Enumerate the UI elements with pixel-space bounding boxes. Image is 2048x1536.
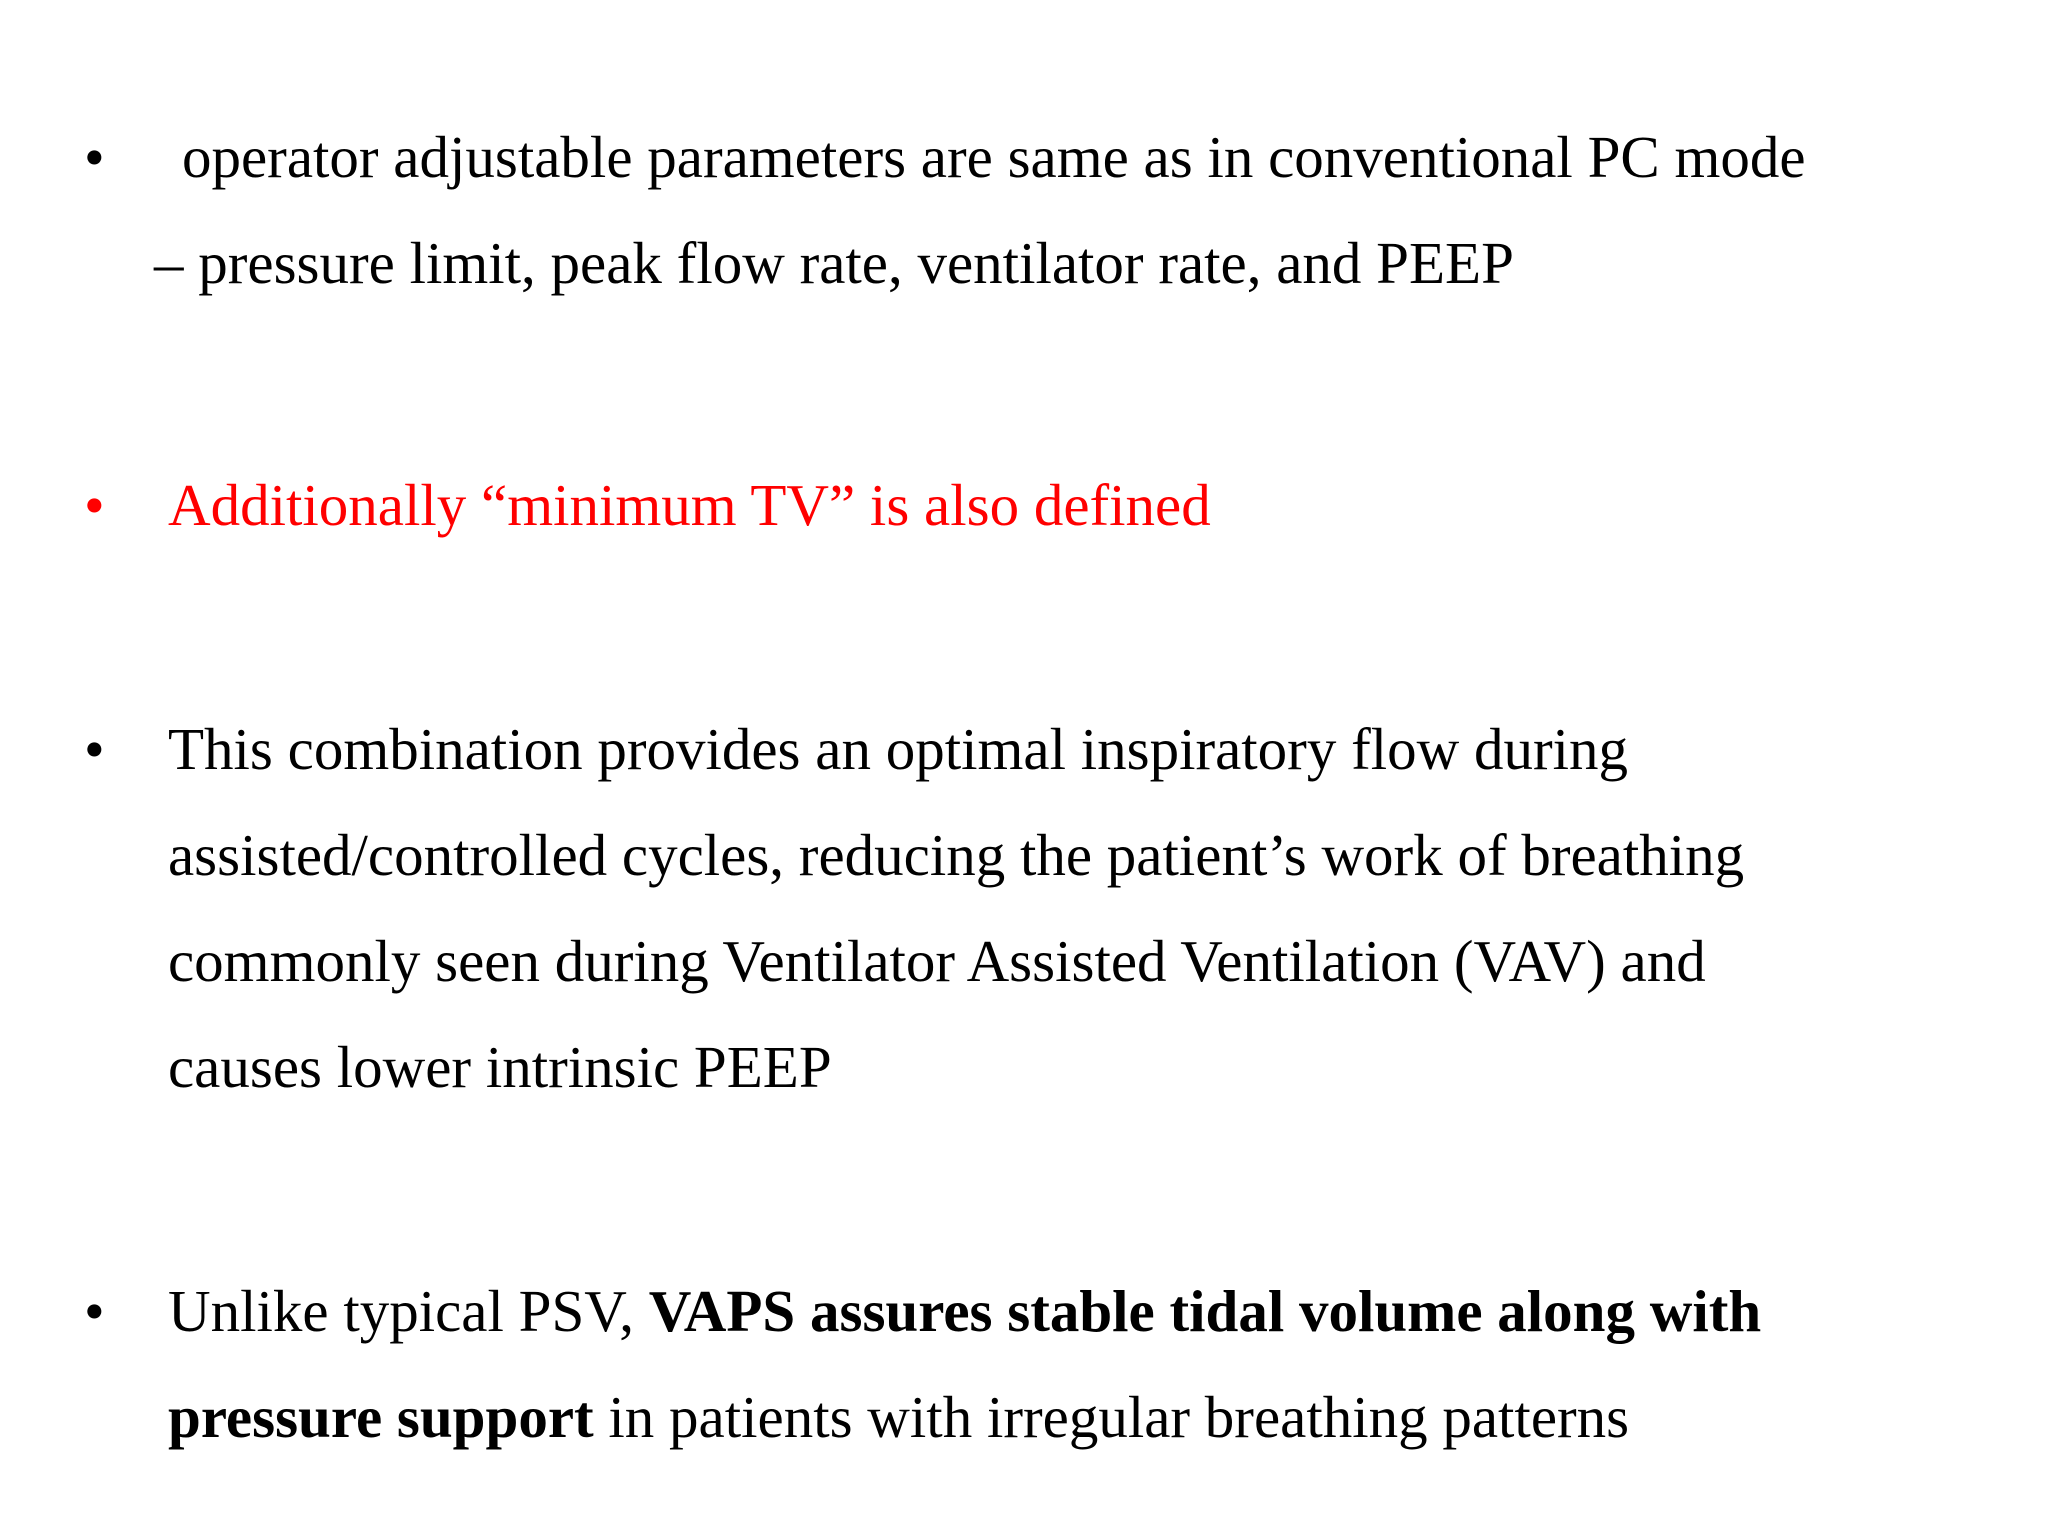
bullet-item-combination	[84, 696, 1964, 1120]
bullet-item-parameters	[84, 104, 1964, 316]
bullet-text-emphasis: pressure support	[168, 1384, 594, 1450]
bullet-text-intro: Unlike typical PSV,	[168, 1278, 649, 1344]
bullet-line: causes lower intrinsic PEEP	[168, 1034, 832, 1100]
bullet-text	[168, 696, 1964, 1120]
bullet-line: – pressure limit, peak flow rate, ventilator rate, and PEEP	[154, 230, 1514, 296]
bullet-line: commonly seen during Ventilator Assisted Ventilation (VAV) and	[168, 928, 1706, 994]
bullet-item-minimum-tv	[84, 452, 1964, 558]
bullet-line: Additionally “minimum TV” is also defined	[168, 472, 1211, 538]
bullet-line: operator adjustable parameters are same as in conventional PC mode	[182, 124, 1806, 190]
bullet-text	[168, 452, 1964, 558]
bullet-line	[168, 1258, 1964, 1364]
bullet-item-vaps	[84, 1258, 1964, 1470]
bullet-marker: •	[84, 124, 105, 190]
bullet-line: This combination provides an optimal inspiratory flow during	[168, 716, 1629, 782]
bullet-text	[154, 104, 1964, 316]
bullet-marker: •	[84, 716, 105, 782]
bullet-text-rest: in patients with irregular breathing patterns	[593, 1384, 1630, 1450]
bullet-line: assisted/controlled cycles, reducing the patient’s work of breathing	[168, 822, 1745, 888]
bullet-marker: •	[84, 472, 105, 538]
bullet-marker: •	[84, 1278, 105, 1344]
bullet-line	[168, 1364, 1964, 1470]
bullet-text	[168, 1258, 1964, 1470]
bullet-text-emphasis: VAPS assures stable tidal volume along with	[648, 1278, 1762, 1344]
